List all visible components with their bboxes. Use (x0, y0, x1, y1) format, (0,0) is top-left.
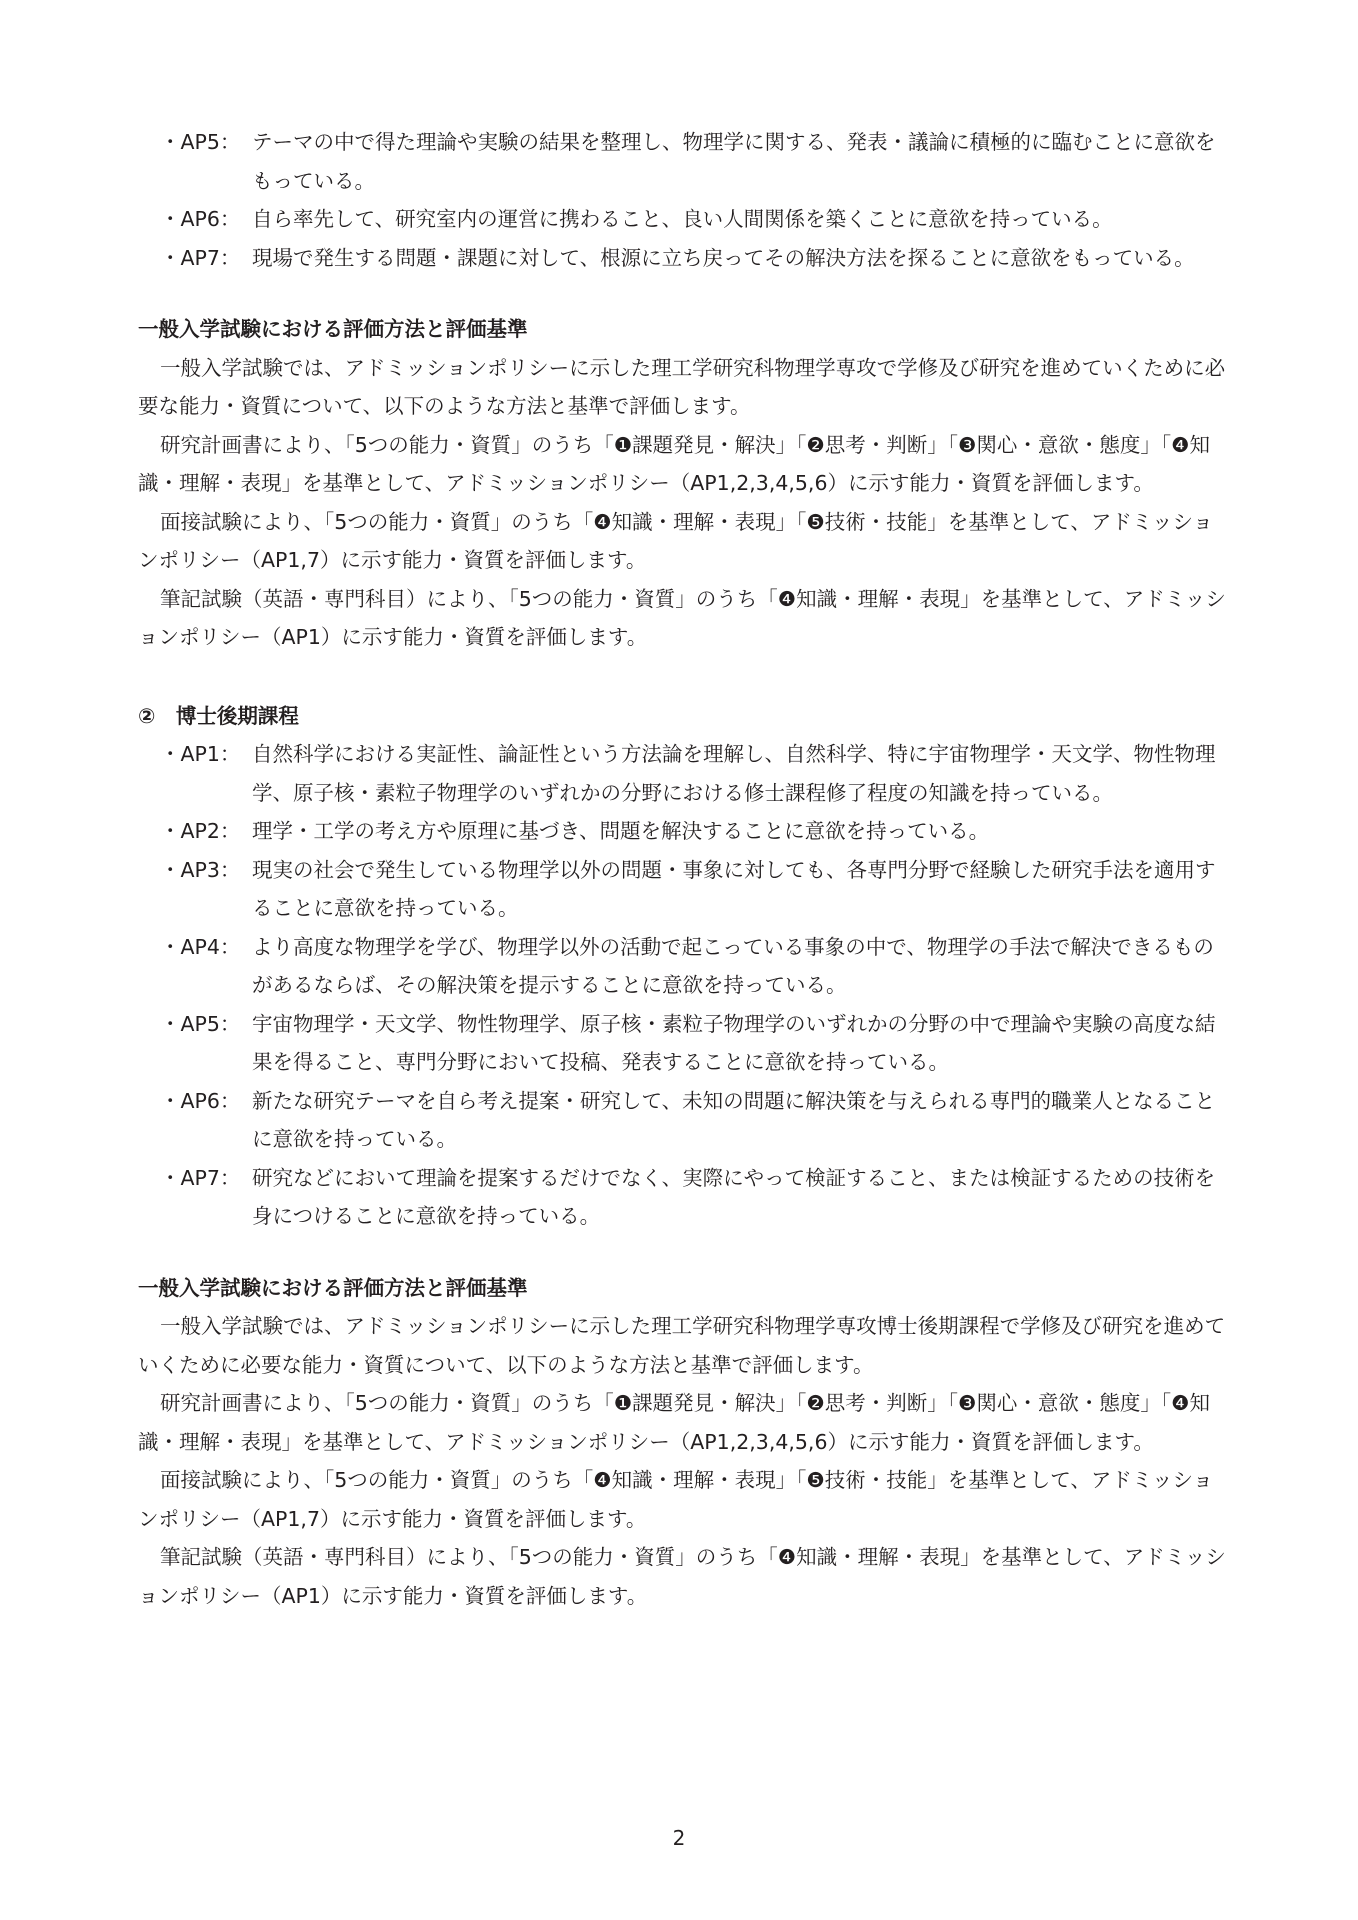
ap-label: ・AP4： (160, 934, 241, 959)
ap-text: 宇宙物理学・天文学、物性物理学、原子核・素粒子物理学のいずれかの分野の中で理論や実験の高度な結果を得ること、専門分野において投稿、発表することに意欲を持っている。 (252, 1011, 1216, 1074)
ap-label: ・AP6： (160, 207, 241, 231)
section2-eval-paragraph: 一般入学試験では、アドミッションポリシーに示した理工学研究科物理学専攻博士後期課程で学修及び研究を進めていくために必要な能力・資質について、以下のような方法と基準で評価します。 (138, 1314, 1226, 1377)
section2-ap-list (138, 735, 1228, 1236)
section1-eval-paragraph: 面接試験により、「5つの能力・資質」のうち「❹知識・理解・表現」「❺技術・技能」を基準として、アドミッションポリシー（AP1,7）に示す能力・資質を評価します。 (138, 509, 1214, 572)
ap-text: 現実の社会で発生している物理学以外の問題・事象に対しても、各専門分野で経験した研究手法を適用することに意欲を持っている。 (252, 857, 1216, 920)
ap-item (138, 851, 1228, 928)
section2-heading: ② 博士後期課程 (138, 703, 299, 728)
ap-label: ・AP2： (160, 819, 241, 843)
ap-text: 新たな研究テーマを自ら考え提案・研究して、未知の問題に解決策を与えられる専門的職業人となることに意欲を持っている。 (252, 1088, 1216, 1151)
section2-eval-paragraph: 面接試験により、「5つの能力・資質」のうち「❹知識・理解・表現」「❺技術・技能」を基準として、アドミッションポリシー（AP1,7）に示す能力・資質を評価します。 (138, 1468, 1214, 1531)
section1-ap-list (138, 123, 1228, 277)
ap-text: より高度な物理学を学び、物理学以外の活動で起こっている事象の中で、物理学の手法で解決できるものがあるならば、その解決策を提示することに意欲を持っている。 (252, 934, 1214, 997)
ap-text: 研究などにおいて理論を提案するだけでなく、実際にやって検証すること、または検証するための技術を身につけることに意欲を持っている。 (252, 1165, 1216, 1228)
section1-eval-paragraph: 一般入学試験では、アドミッションポリシーに示した理工学研究科物理学専攻で学修及び研究を進めていくために必要な能力・資質について、以下のような方法と基準で評価します。 (138, 355, 1226, 418)
ap-item (138, 735, 1228, 812)
page-number: 2 (672, 1826, 686, 1850)
ap-label: ・AP6： (160, 1088, 241, 1113)
ap-text: 理学・工学の考え方や原理に基づき、問題を解決することに意欲を持っている。 (252, 819, 990, 843)
ap-item (138, 928, 1228, 1005)
section1-eval-paragraph: 筆記試験（英語・専門科目）により、「5つの能力・資質」のうち「❹知識・理解・表現」を基準として、アドミッションポリシー（AP1）に示す能力・資質を評価します。 (138, 586, 1226, 649)
ap-label: ・AP5： (160, 1011, 241, 1036)
ap-label: ・AP3： (160, 857, 241, 882)
section2-eval-paragraph: 筆記試験（英語・専門科目）により、「5つの能力・資質」のうち「❹知識・理解・表現」を基準として、アドミッションポリシー（AP1）に示す能力・資質を評価します。 (138, 1545, 1226, 1608)
ap-text: 自ら率先して、研究室内の運営に携わること、良い人間関係を築くことに意欲を持っている。 (252, 207, 1113, 231)
ap-text: 現場で発生する問題・課題に対して、根源に立ち戻ってその解決方法を探ることに意欲をもっている。 (252, 245, 1195, 270)
ap-label: ・AP7： (160, 1165, 241, 1190)
ap-label: ・AP1： (160, 742, 241, 766)
ap-item (138, 1159, 1228, 1236)
ap-item (138, 200, 1228, 239)
ap-item (138, 123, 1228, 200)
ap-item (138, 1082, 1228, 1159)
section2-eval-paragraph: 研究計画書により、「5つの能力・資質」のうち「❶課題発見・解決」「❷思考・判断」「❸関心・意欲・態度」「❹知識・理解・表現」を基準として、アドミッションポリシー（AP1,2,3,4,5,6）に示す能力・資質を評価します。 (138, 1391, 1211, 1454)
ap-label: ・AP5： (160, 130, 241, 154)
section1-eval-paragraph: 研究計画書により、「5つの能力・資質」のうち「❶課題発見・解決」「❷思考・判断」「❸関心・意欲・態度」「❹知識・理解・表現」を基準として、アドミッションポリシー（AP1,2,3,4,5,6）に示す能力・資質を評価します。 (138, 432, 1211, 495)
ap-label: ・AP7： (160, 245, 241, 270)
ap-item (138, 1005, 1228, 1082)
ap-text: 自然科学における実証性、論証性という方法論を理解し、自然科学、特に宇宙物理学・天文学、物性物理学、原子核・素粒子物理学のいずれかの分野における修士課程修了程度の知識を持っている。 (252, 742, 1216, 805)
ap-item (138, 812, 1228, 851)
section2-eval-heading: 一般入学試験における評価方法と評価基準 (138, 1275, 528, 1300)
ap-text: テーマの中で得た理論や実験の結果を整理し、物理学に関する、発表・議論に積極的に臨むことに意欲をもっている。 (252, 130, 1216, 193)
section1-eval-heading: 一般入学試験における評価方法と評価基準 (138, 317, 528, 341)
document-page (138, 123, 1228, 1615)
ap-item (138, 239, 1228, 278)
